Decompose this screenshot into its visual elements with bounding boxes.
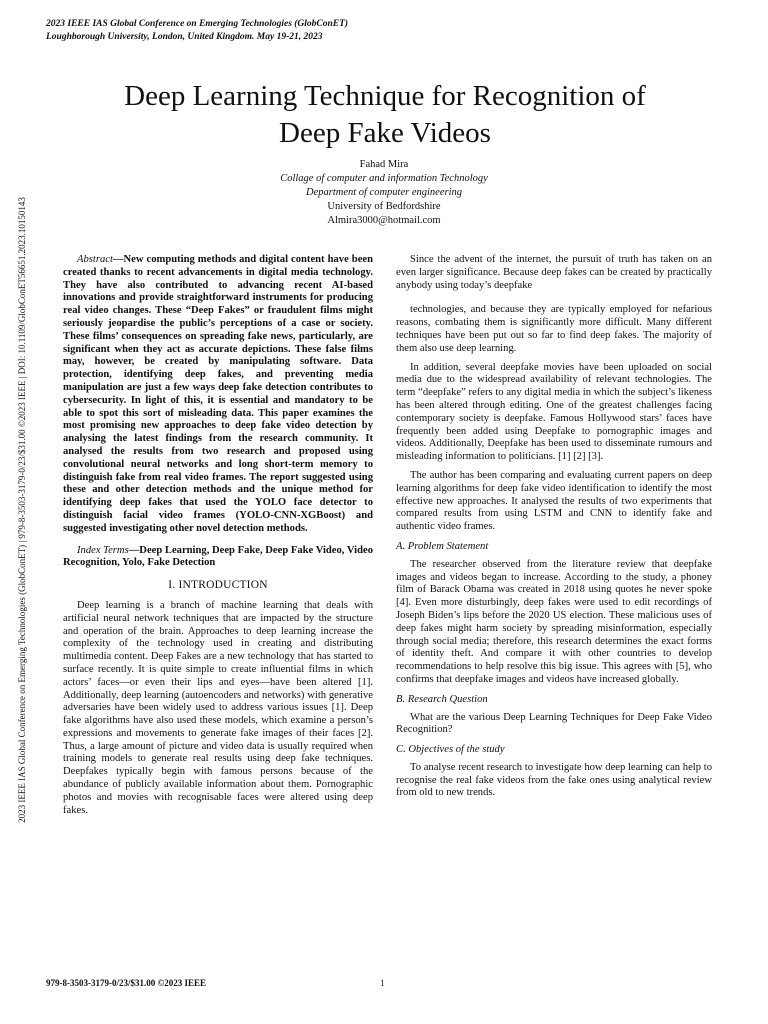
subsection-problem-statement: A. Problem Statement — [396, 540, 489, 552]
abstract-text: —New computing methods and digital content have been created thanks to recent advancements in digital media technology. They have also contributed to advancing recent AI-based innovations and provide straightforward instruments for producing real video changes. These “Deep Fakes” or fraudulent films might seriously jeopardise the public’s perceptions of a case or society. These films’ consequences on spreading fake news, particularly, are significant when they act as accurate depictions. These false films may, however, be created by manipulating software. Data protection, identifying deep fakes, and preventing media manipulation are just a few ways deep fake detection contributes to cybersecurity. In light of this, it is essential and mandatory to be able to spot this sort of misleading data. This paper examines the most promising new approaches to deep fake video detection by analysing the latest findings from the research community. It analysed the results from two research and proposed using convolutional neural networks and long short-term memory to distinguish fake from real video frames. The report suggested using these and other detection methods and the unique method for identifying deep fakes that used the YOLO face detector to distinguish facial video frames (YOLO-CNN-XGBoost) and suggested investigating other novel detection methods. — [63, 254, 373, 534]
right-paragraph-3: In addition, several deepfake movies have been uploaded on social media due to the widespread availability of relevant technologies. The term “deepfake” refers to any digital media in which the subject’s likeness has been altered through editing. One of the greatest challenges facing contemporary society is deepfake. Famous Hollywood stars’ faces have frequently been added using Deepfake to pornographic images and videos. Additionally, Deepfake has been used to disseminate rumours and misleading information to politicians. [1] [2] [3]. — [396, 361, 712, 463]
subsection-research-question: B. Research Question — [396, 693, 488, 705]
right-paragraph-4: The author has been comparing and evaluating current papers on deep learning algorithms for deep fake video identification to identify the most effective new approaches. It analysed the results of two experiments that compared results from using LSTM and CNN to identify fake and authentic video frames. — [396, 469, 712, 533]
right-paragraph-1: Since the advent of the internet, the pursuit of truth has taken on an even larger significance. Because deep fakes can be created by practically anybody using today’s deepfake — [396, 254, 712, 291]
right-paragraph-2: technologies, and because they are typically employed for nefarious reasons, combating them is significantly more difficult. Many different techniques have been put out so far to find deep fakes. The majority of them also use deep learning. — [396, 304, 712, 354]
footer-isbn: 979-8-3503-3179-0/23/$31.00 ©2023 IEEE — [46, 978, 206, 988]
left-column — [63, 254, 373, 817]
side-citation-text: 2023 IEEE IAS Global Conference on Emerging Technologies (GlobConET) | 979-8-3503-3179-0/23/$31.00 ©2023 IEEE | DOI: 10.1109/GlobConET56651.2023.10150143 — [17, 197, 27, 823]
author-block — [200, 158, 568, 228]
section-heading-introduction: I. INTRODUCTION — [168, 579, 268, 592]
title-line-1: Deep Learning Technique for Recognition of — [124, 80, 646, 112]
conference-name: 2023 IEEE IAS Global Conference on Emerging Technologies (GlobConET) — [46, 19, 349, 29]
abstract — [63, 254, 373, 536]
research-question-paragraph: What are the various Deep Learning Techniques for Deep Fake Video Recognition? — [396, 711, 712, 736]
abstract-label: Abstract — [77, 254, 113, 265]
author-affiliation-department: Department of computer engineering — [305, 187, 462, 198]
title-line-2: Deep Fake Videos — [279, 117, 491, 149]
index-terms-text: —Deep Learning, Deep Fake, Deep Fake Video, Video Recognition, Yolo, Fake Detection — [63, 544, 373, 569]
index-terms — [63, 545, 373, 571]
author-name: Fahad Mira — [359, 159, 409, 170]
conference-location: Loughborough University, London, United Kingdom. May 19-21, 2023 — [46, 32, 323, 42]
subsection-objectives: C. Objectives of the study — [396, 744, 505, 756]
author-email: Almira3000@hotmail.com — [327, 215, 441, 226]
page-number: 1 — [380, 978, 385, 988]
right-column — [396, 254, 712, 800]
conference-header — [46, 18, 348, 44]
objectives-paragraph: To analyse recent research to investigate how deep learning can help to recognise the real fake videos from the fake ones using analytical review from old to new trends. — [396, 761, 712, 799]
intro-paragraph-1: Deep learning is a branch of machine learning that deals with artificial neural network techniques that are impacted by the structure and operation of the brain. Approaches to deep learning increase the complexity of the technology used in creating and distributing multimedia content. Deep Fakes are a new technology that has started to surface recently. It is quite simple to create influential films in which actors’ faces—or even their lips and eyes—have been altered [1]. Additionally, deep learning (autoencoders and networks) with generative adversaries have been widely used to address various issues [1]. Deep fake algorithms have also used these models, which examine a person’s expressions and movements to generate fake images of their faces [2]. Thus, a large amount of picture and video data is usually required when training models to generate real results using deep fake techniques. Deepfakes typically begin with famous persons because of the abundance of publicly available information about them. Pornographic photos and movies with recognisable faces were altered using deep fakes. — [63, 599, 373, 816]
index-terms-label: Index Terms — [77, 544, 129, 556]
author-affiliation-college: Collage of computer and information Technology — [280, 173, 488, 184]
author-university: University of Bedfordshire — [327, 201, 441, 212]
paper-title — [60, 78, 710, 152]
problem-statement-paragraph: The researcher observed from the literature review that deepfake images and videos began to increase. According to the study, a phoney film of Barack Obama was created in 2018 using quotes he never spoke [4]. Even more disturbingly, deep fakes were used to edit recordings of Joseph Biden’s lips before the 2020 US election. These malicious uses of deep fakes might harm society by spreading misinformation, especially through social media; therefore, this research determines the exact forms of identity theft. And compare it with other countries to develop recommendations to help resolve this big issue. This agrees with [5], who confirms that deepfake images and videos have increased globally. — [396, 558, 712, 685]
